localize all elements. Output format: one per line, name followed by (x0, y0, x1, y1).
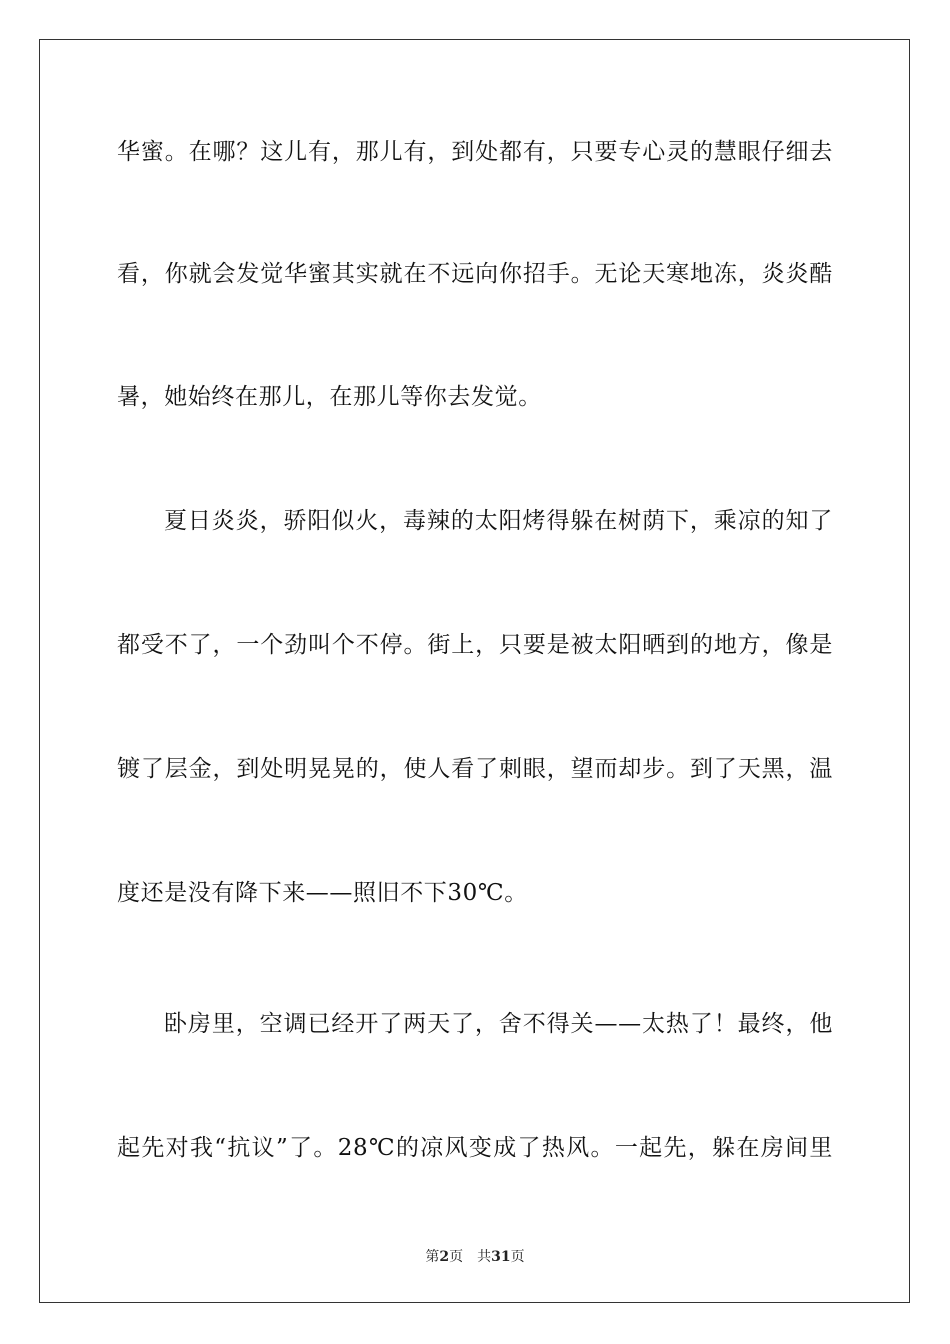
text-line: 都受不了，一个劲叫个不停。街上，只要是被太阳晒到的地方，像是 (117, 632, 833, 658)
page-suffix: 页 (449, 1249, 464, 1265)
text-line: 起先对我“抗议”了。28℃的凉风变成了热风。一起先，躲在房间里 (117, 1135, 833, 1161)
paragraph-first-line: 夏日炎炎，骄阳似火，毒辣的太阳烤得躲在树荫下，乘凉的知了 (164, 508, 833, 534)
page-footer (0, 1247, 950, 1267)
text-line: 度还是没有降下来——照旧不下30℃。 (117, 880, 528, 906)
text-line: 看，你就会发觉华蜜其实就在不远向你招手。无论天寒地冻，炎炎酷 (117, 261, 833, 287)
text-line: 镀了层金，到处明晃晃的，使人看了刺眼，望而却步。到了天黑，温 (117, 756, 833, 782)
text-line: 暑，她始终在那儿，在那儿等你去发觉。 (117, 384, 542, 410)
total-pages: 31 (491, 1249, 511, 1265)
total-prefix: 共 (477, 1249, 492, 1265)
paragraph-first-line: 卧房里，空调已经开了两天了，舍不得关——太热了！最终，他 (164, 1011, 833, 1037)
page-prefix: 第 (425, 1249, 440, 1265)
text-line: 华蜜。在哪？这儿有，那儿有，到处都有，只要专心灵的慧眼仔细去 (117, 139, 833, 165)
total-suffix: 页 (510, 1249, 525, 1265)
page-border (39, 39, 910, 1303)
page-number: 2 (439, 1249, 450, 1265)
